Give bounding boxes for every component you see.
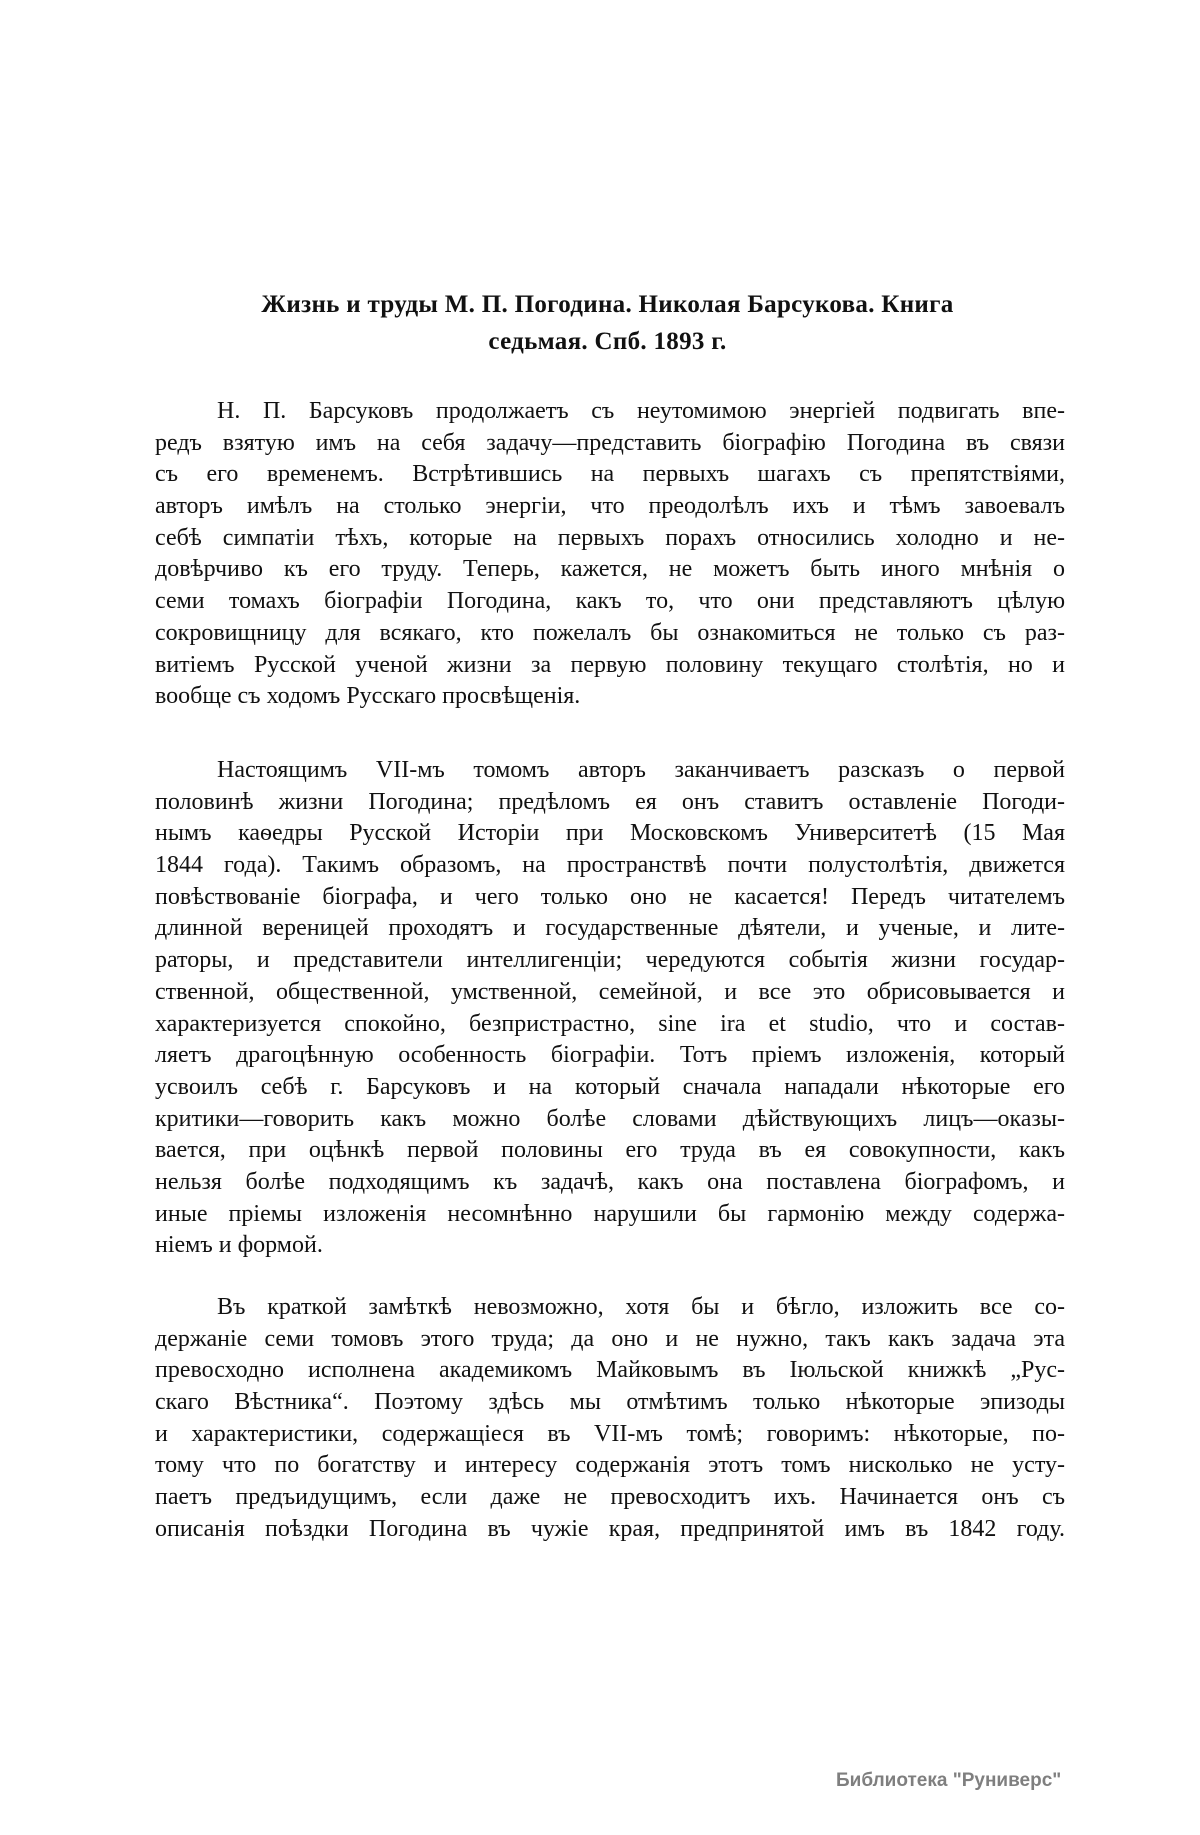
title-line: Жизнь и труды М. П. Погодина. Николая Барсукова. Книга (261, 291, 954, 318)
text-line: Н. П. Барсуковъ продолжаетъ съ неутомимою энергіей подвигать впе- (217, 398, 1065, 424)
library-watermark: Библиотека "Руниверс" (836, 1770, 1062, 1791)
text-line: повѣствованіе біографа, и чего только оно не касается! Передъ читателемъ (155, 883, 1065, 910)
text-line: витіемъ Русской ученой жизни за первую половину текущаго столѣтія, но и (155, 651, 1065, 678)
text-line: авторъ имѣлъ на столько энергіи, что преодолѣлъ ихъ и тѣмъ завоевалъ (155, 493, 1065, 520)
text-line: длинной вереницей проходятъ и государственные дѣятели, и ученые, и лите- (155, 915, 1065, 942)
text-line: довѣрчиво къ его труду. Теперь, кажется, не можетъ быть иного мнѣнія о (155, 556, 1065, 583)
text-line: иные пріемы изложенія несомнѣнно нарушили бы гармонію между содержа- (155, 1200, 1065, 1227)
text-line: нельзя болѣе подходящимъ къ задачѣ, какъ она поставлена біографомъ, и (155, 1168, 1065, 1195)
text-line: ляетъ драгоцѣнную особенность біографіи. Тотъ пріемъ изложенія, который (155, 1042, 1065, 1069)
text-line: критики—говорить какъ можно болѣе словами дѣйствующихъ лицъ—оказы- (155, 1105, 1065, 1132)
text-line: Въ краткой замѣткѣ невозможно, хотя бы и бѣгло, изложить все со- (217, 1294, 1065, 1320)
text-line: держаніе семи томовъ этого труда; да оно и не нужно, такъ какъ задача эта (155, 1325, 1065, 1352)
text-line: и характеристики, содержащіеся въ VII-мъ томѣ; говоримъ: нѣкоторые, по- (155, 1420, 1065, 1447)
title-line: седьмая. Спб. 1893 г. (488, 328, 727, 355)
text-line: вообще съ ходомъ Русскаго просвѣщенія. (155, 683, 581, 710)
text-line: паетъ предъидущимъ, если даже не превосходитъ ихъ. Начинается онъ съ (155, 1484, 1065, 1511)
text-line: Настоящимъ VII-мъ томомъ авторъ заканчиваетъ разсказъ о первой (217, 757, 1065, 783)
text-line: семи томахъ біографіи Погодина, какъ то, что они представляютъ цѣлую (155, 588, 1065, 615)
text-line: описанія поѣздки Погодина въ чужіе края, предпринятой имъ въ 1842 году. (155, 1515, 1065, 1542)
text-line: тому что по богатству и интересу содержанія этотъ томъ нисколько не усту- (155, 1452, 1065, 1479)
text-line: 1844 года). Такимъ образомъ, на пространствѣ почти полустолѣтія, движется (155, 852, 1065, 879)
text-line: раторы, и представители интеллигенціи; чередуются событія жизни государ- (155, 947, 1065, 974)
paragraph-1 (155, 396, 1065, 713)
text-line: усвоилъ себѣ г. Барсуковъ и на который сначала нападали нѣкоторые его (155, 1073, 1065, 1100)
text-line: себѣ симпатіи тѣхъ, которые на первыхъ порахъ относились холодно и не- (155, 524, 1065, 551)
text-line: редъ взятую имъ на себя задачу—представить біографію Погодина въ связи (155, 429, 1065, 456)
paragraph-2 (155, 755, 1065, 1262)
text-line: ніемъ и формой. (155, 1232, 323, 1259)
text-line: скаго Вѣстника“. Поэтому здѣсь мы отмѣтимъ только нѣкоторые эпизоды (155, 1389, 1065, 1416)
text-line: сокровищницу для всякаго, кто пожелалъ бы ознакомиться не только съ раз- (155, 619, 1065, 646)
text-line: съ его временемъ. Встрѣтившись на первыхъ шагахъ съ препятствіями, (155, 461, 1065, 488)
text-line: нымъ каѳедры Русской Исторіи при Московскомъ Университетѣ (15 Мая (155, 820, 1065, 847)
text-line: превосходно исполнена академикомъ Майковымъ въ Іюльской книжкѣ „Рус- (155, 1357, 1065, 1384)
text-line: характеризуется спокойно, безпристрастно, sine ira et studio, что и состав- (155, 1010, 1065, 1037)
paragraph-3 (155, 1292, 1065, 1546)
text-line: ственной, общественной, умственной, семейной, и все это обрисовывается и (155, 978, 1065, 1005)
text-line: вается, при оцѣнкѣ первой половины его труда въ ея совокупности, какъ (155, 1137, 1065, 1164)
review-title (150, 286, 1065, 360)
text-line: половинѣ жизни Погодина; предѣломъ ея онъ ставитъ оставленіе Погоди- (155, 788, 1065, 815)
